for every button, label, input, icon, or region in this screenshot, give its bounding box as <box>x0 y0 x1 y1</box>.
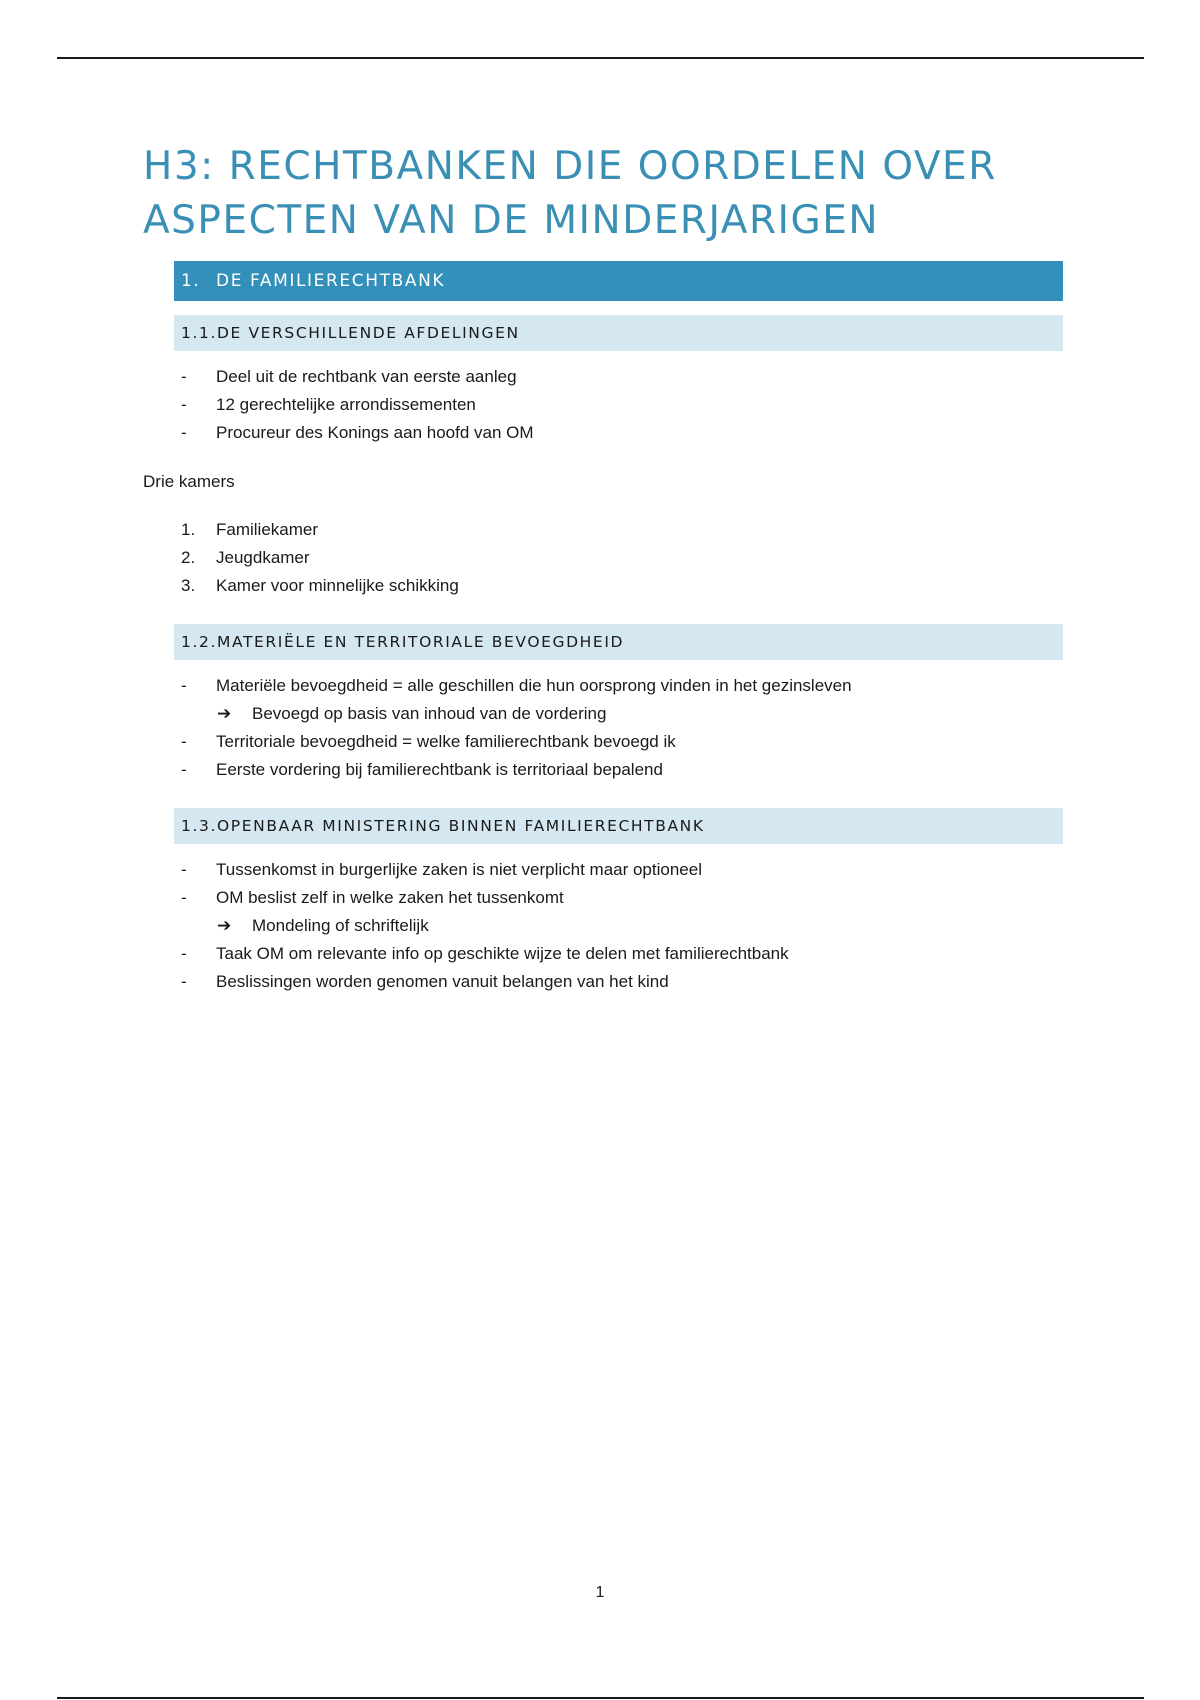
list-item: Deel uit de rechtbank van eerste aanleg <box>216 367 517 386</box>
section-heading-familierechtbank <box>174 261 1063 301</box>
section-number: 1. <box>181 271 201 291</box>
arrow-right-icon: ➔ <box>217 916 232 936</box>
page-title-line-1: H3: RECHTBANKEN DIE OORDELEN OVER <box>143 144 997 189</box>
dash-marker: - <box>181 972 187 991</box>
dash-marker: - <box>181 367 187 386</box>
dash-marker: - <box>181 888 187 907</box>
list-item: Kamer voor minnelijke schikking <box>216 576 459 595</box>
list-item: Materiële bevoegdheid = alle geschillen die hun oorsprong vinden in het gezinsleven <box>216 676 852 695</box>
list-number: 3. <box>181 576 196 595</box>
list-item: OM beslist zelf in welke zaken het tussenkomt <box>216 888 564 907</box>
list-item: Territoriale bevoegdheid = welke familierechtbank bevoegd ik <box>216 732 676 751</box>
dash-marker: - <box>181 732 187 751</box>
list-item: Eerste vordering bij familierechtbank is territoriaal bepalend <box>216 760 663 779</box>
page-title-line-2: ASPECTEN VAN DE MINDERJARIGEN <box>143 198 880 243</box>
header-rule <box>57 57 1144 59</box>
list-item: Beslissingen worden genomen vanuit belangen van het kind <box>216 972 669 991</box>
dash-marker: - <box>181 860 187 879</box>
subsection-number: 1.2. <box>181 633 217 651</box>
subsection-heading-bevoegdheid <box>174 624 1063 660</box>
subsection-heading-afdelingen <box>174 315 1063 351</box>
subsection-heading-text: DE VERSCHILLENDE AFDELINGEN <box>217 324 520 342</box>
body-paragraph: Drie kamers <box>143 472 235 491</box>
list-item: Jeugdkamer <box>216 548 310 567</box>
list-item: Tussenkomst in burgerlijke zaken is niet verplicht maar optioneel <box>216 860 702 879</box>
arrow-right-icon: ➔ <box>217 704 232 724</box>
sub-list-item: Mondeling of schriftelijk <box>252 916 429 935</box>
subsection-heading-openbaar-ministerie <box>174 808 1063 844</box>
list-number: 1. <box>181 520 196 539</box>
dash-marker: - <box>181 423 187 442</box>
list-item: Procureur des Konings aan hoofd van OM <box>216 423 534 442</box>
list-number: 2. <box>181 548 196 567</box>
page-title <box>143 140 1083 248</box>
list-item: Familiekamer <box>216 520 319 539</box>
list-item: Taak OM om relevante info op geschikte wijze te delen met familierechtbank <box>216 944 789 963</box>
dash-marker: - <box>181 676 187 695</box>
section-heading-text: DE FAMILIERECHTBANK <box>216 271 446 291</box>
dash-marker: - <box>181 395 187 414</box>
dash-marker: - <box>181 760 187 779</box>
footer-rule <box>57 1697 1144 1699</box>
subsection-heading-text: OPENBAAR MINISTERING BINNEN FAMILIERECHTBANK <box>217 817 705 835</box>
page-number: 1 <box>595 1584 605 1601</box>
subsection-number: 1.1. <box>181 324 217 342</box>
subsection-heading-text: MATERIËLE EN TERRITORIALE BEVOEGDHEID <box>217 633 625 651</box>
subsection-number: 1.3. <box>181 817 217 835</box>
dash-marker: - <box>181 944 187 963</box>
list-item: 12 gerechtelijke arrondissementen <box>216 395 476 414</box>
sub-list-item: Bevoegd op basis van inhoud van de vordering <box>252 704 607 723</box>
